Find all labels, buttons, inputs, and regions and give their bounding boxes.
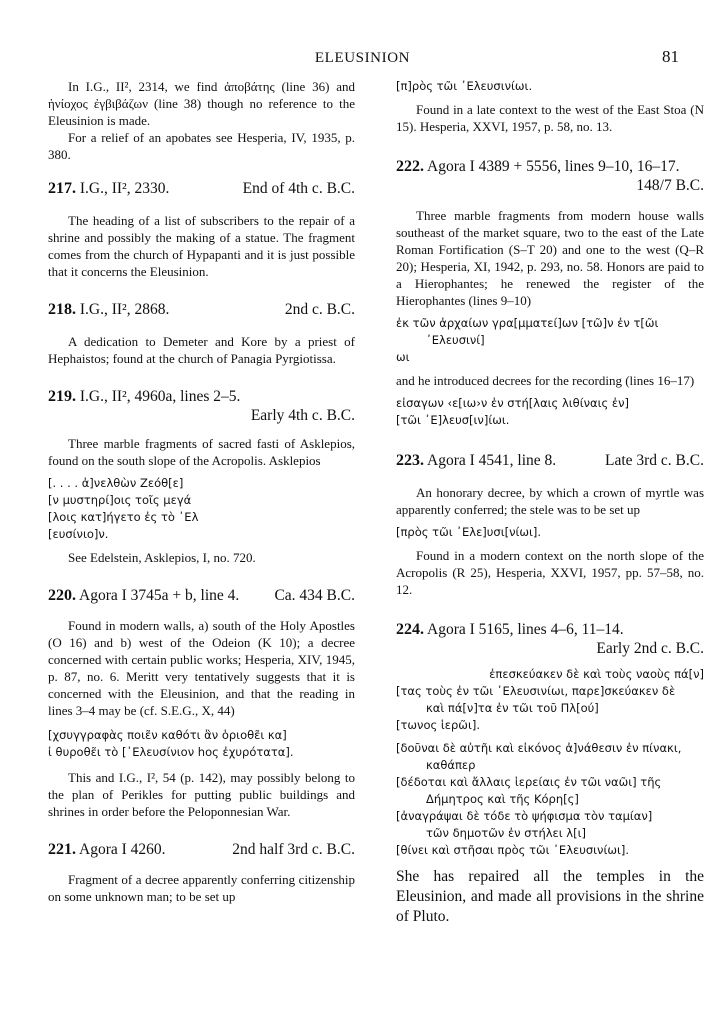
entry-218-number: 218.: [48, 301, 76, 318]
entry-222-date: 148/7 B.C.: [636, 177, 704, 194]
entry-218-date: 2nd c. B.C.: [284, 301, 355, 318]
greek-line: τῶν δημοτῶν ἐν στήλει λ[ι]: [426, 826, 586, 840]
entry-221-greek-continuation: [π]ρὸς τῶι ᾿Ελευσινίωι.: [396, 79, 533, 93]
entry-222-greek-2: [396, 395, 704, 429]
greek-line: [. . . . ἀ]νελθὼν Ζεόθ[ε]: [48, 476, 184, 490]
entry-223-ref: Agora I 4541, line 8.: [427, 452, 557, 469]
entry-223-number: 223.: [396, 452, 424, 469]
entry-220-heading: [48, 586, 355, 605]
greek-line: [θίνει καὶ στῆσαι πρὸς τῶι ᾿Ελευσινίωι].: [396, 843, 630, 857]
entry-220-ref: Agora I 3745a + b, line 4.: [79, 587, 240, 604]
greek-line: ᾿Ελευσινί]: [426, 333, 485, 347]
entry-221-date: 2nd half 3rd c. B.C.: [232, 841, 355, 858]
entry-220-greek: [48, 727, 355, 761]
entry-223-description: An honorary decree, by which a crown of myrtle was apparently conferred; the stele was to be set up: [396, 485, 704, 517]
greek-line: [τωνος ἱερῶι].: [396, 718, 480, 732]
greek-line: [δοῦναι δὲ αὐτῆι καὶ εἰκόνος ἀ]νάθεσιν ἐν πίνακι,: [396, 741, 682, 755]
entry-219-description: Three marble fragments of sacred fasti of Asklepios, found on the south slope of the Acropolis. Asklepios: [48, 436, 355, 468]
greek-line: ωι: [396, 350, 410, 364]
entry-221-heading: [48, 840, 355, 859]
entry-217-number: 217.: [48, 180, 76, 197]
entry-224-heading: [396, 620, 704, 658]
entry-220-number: 220.: [48, 587, 76, 604]
greek-line: καὶ πά[ν]τα ἐν τῶι τοῦ Πλ[ού]: [426, 701, 599, 715]
entry-217-ref: I.G., II², 2330.: [79, 180, 170, 197]
greek-line: Δήμητρος καὶ τῆς Κόρη[ς]: [426, 792, 579, 806]
greek-line: [ν μυστηρί]οις τοῖς μεγά: [48, 493, 192, 507]
entry-224-date: Early 2nd c. B.C.: [596, 640, 704, 657]
entry-219-date: Early 4th c. B.C.: [250, 407, 355, 424]
entry-223-found: Found in a modern context on the north slope of the Acropolis (R 25), Hesperia, XXVI, 1957, pp. 57–58, no. 12.: [396, 548, 704, 597]
running-title: ELEUSINION: [314, 50, 411, 66]
intro-relief-note: For a relief of an apobates see Hesperia, IV, 1935, p. 380.: [48, 130, 355, 162]
entry-222-number: 222.: [396, 158, 424, 175]
right-column: [396, 78, 704, 927]
entry-219-heading: [48, 387, 355, 425]
entry-223-greek: [πρὸς τῶι ᾿Ελε]υσι[νίωι].: [396, 525, 542, 539]
greek-line: καθάπερ: [426, 758, 476, 772]
entry-221-description: Fragment of a decree apparently conferring citizenship on some unknown man; to be set up: [48, 872, 355, 904]
greek-line: [λοις κατ]ήγετο ἐς τὸ ᾿Ελ: [48, 510, 199, 524]
entry-221-number: 221.: [48, 841, 76, 858]
greek-line: ἰ θυροθε̃ι τὸ [᾿Ελευσίνιον hος ἐχυρότατα].: [48, 745, 294, 759]
entry-221-ref: Agora I 4260.: [79, 841, 166, 858]
entry-224-greek: [396, 666, 704, 859]
greek-line: [δέδοται καὶ ἄλλαις ἱερείαις ἐν τῶι ναῶι] τῆς: [396, 775, 662, 789]
entry-224-translation: She has repaired all the temples in the Eleusinion, and made all provisions in the shrine of Pluto.: [396, 868, 704, 925]
greek-line: [χσυγγραφὰς ποιε̃ν καθότι ἂν ὁριοθε̃ι κα]: [48, 728, 287, 742]
page-number: 81: [662, 47, 679, 66]
entry-224-number: 224.: [396, 621, 424, 638]
entry-222-heading: [396, 157, 704, 195]
entry-222-mid-text: and he introduced decrees for the recording (lines 16–17): [396, 373, 695, 388]
entry-217-heading: [48, 179, 355, 198]
entry-218-heading: [48, 300, 355, 319]
entry-223-date: Late 3rd c. B.C.: [604, 452, 704, 469]
entry-217-description: The heading of a list of subscribers to the repair of a shrine and possibly the making of a statue. The fragment comes from the church of Hypapanti and it is just possible that it concerns the Eleusinion.: [48, 213, 355, 279]
entry-224-ref: Agora I 5165, lines 4–6, 11–14.: [427, 621, 624, 638]
greek-line: [τῶι ᾿Ε]λευσ[ιν]ίωι.: [396, 413, 510, 427]
entry-219-number: 219.: [48, 388, 76, 405]
entry-218-ref: I.G., II², 2868.: [79, 301, 170, 318]
left-column: [48, 78, 355, 905]
greek-line: εἰσαγων ‹ε[ιω›ν ἐν στή[λαις λιθίναις ἐν]: [396, 396, 630, 410]
greek-line: [ευσίνιο]ν.: [48, 527, 109, 541]
greek-line: ἐκ τῶν ἀρχαίων γρα[μματεί]ων [τῶ]ν ἐν τ[ῶι: [396, 316, 659, 330]
entry-219-ref: I.G., II², 4960a, lines 2–5.: [79, 388, 241, 405]
entry-220-note: This and I.G., I², 54 (p. 142), may possibly belong to the plan of Perikles for putting public buildings and shrines in order before the Peloponnesian War.: [48, 770, 355, 819]
greek-line: [ἀναγράψαι δὲ τόδε τὸ ψήφισμα τὸν ταμίαν]: [396, 809, 653, 823]
entry-222-description: Three marble fragments from modern house walls southeast of the market square, two to the east of the Late Roman Fortification (S–T 20) and one to the west (Q–R 20); Hesperia, XI, 1942, p. 293, no. 58. Honors are paid to a Hierophantes; he renewed the register of the Hierophantes (lines 9–10): [396, 208, 704, 308]
entry-217-date: End of 4th c. B.C.: [242, 180, 355, 197]
intro-paragraph: In I.G., II², 2314, we find ἀποβάτης (line 36) and ἡνίοχος ἐγβιβάζων (line 38) though no reference to the Eleusinion is made.: [48, 79, 355, 128]
entry-219-greek: [48, 475, 355, 543]
entry-220-date: Ca. 434 B.C.: [274, 587, 355, 604]
entry-220-description: Found in modern walls, a) south of the Holy Apostles (O 16) and b) west of the Odeion (K 10); a decree concerned with certain public works; Hesperia, XIV, 1945, p. 87, no. 6. Meritt very tentatively suggests that it is concerned with the Eleusinion, and that the reading in lines 3–4 may be (cf. S.E.G., X, 44): [48, 618, 355, 718]
entry-221-found: Found in a late context to the west of the East Stoa (N 15). Hesperia, XXVI, 1957, p. 58, no. 13.: [396, 102, 704, 134]
running-header: [0, 47, 725, 72]
greek-line: ἐπεσκεύακεν δὲ καὶ τοὺς ναοὺς πά[ν]: [489, 667, 704, 681]
entry-222-ref: Agora I 4389 + 5556, lines 9–10, 16–17.: [427, 158, 680, 175]
entry-218-description: A dedication to Demeter and Kore by a priest of Hephaistos; found at the church of Panagia Pyrgiotissa.: [48, 334, 355, 366]
entry-222-greek-1: [396, 315, 704, 366]
greek-line: [τας τοὺς ἐν τῶι ᾿Ελευσινίωι, παρε]σκεύακεν δὲ: [396, 684, 676, 698]
entry-223-heading: [396, 451, 704, 470]
entry-219-see-also: See Edelstein, Asklepios, I, no. 720.: [68, 550, 256, 565]
